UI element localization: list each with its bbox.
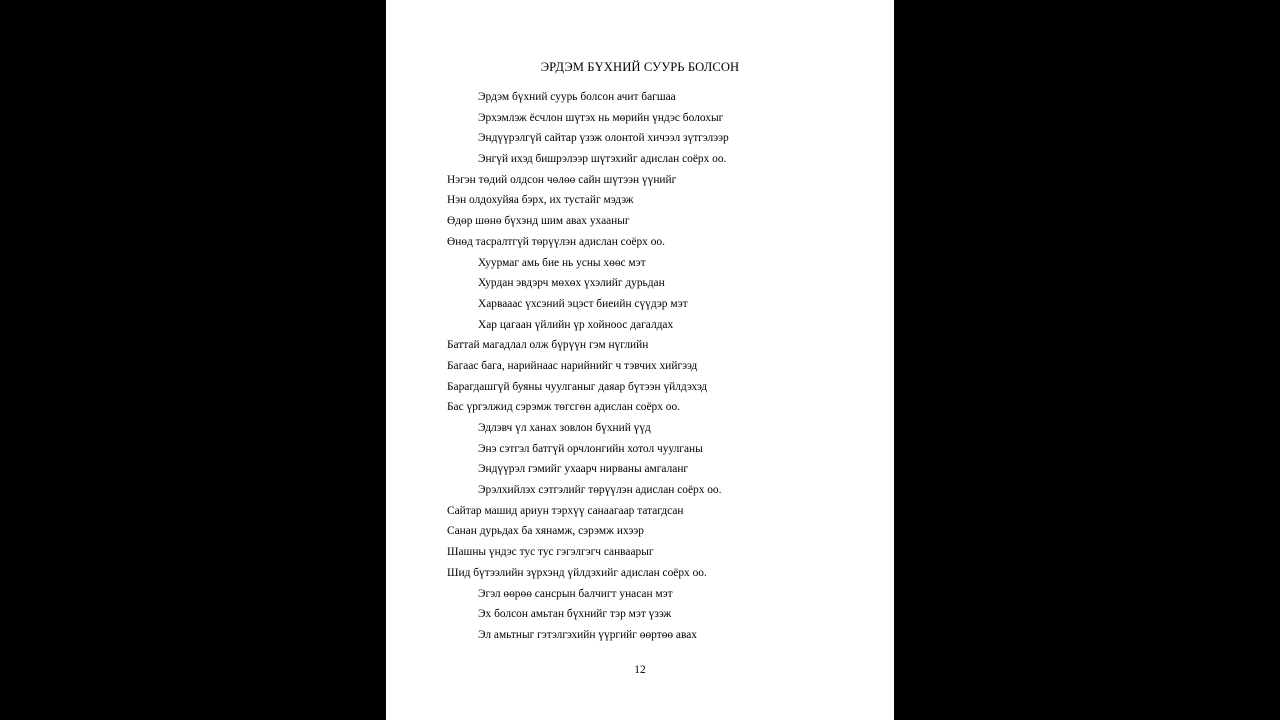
page-number: 12 <box>634 664 646 676</box>
poem-line: Өнөд тасралтгүй төрүүлэн адислан соёрх оо. <box>447 235 665 248</box>
poem-line: Энэ сэтгэл батгүй орчлонгийн хотол чуулганы <box>478 442 703 455</box>
poem-line: Сайтар машид ариун тэрхүү санаагаар татагдсан <box>447 504 684 517</box>
poem-line: Барагдашгүй буяны чуулганыг даяар бүтээн үйлдэхэд <box>447 380 708 393</box>
poem-line: Баттай магадлал олж бүрүүн гэм нүглийн <box>447 339 649 352</box>
poem-line: Өдөр шөнө бүхэнд шим авах ухааныг <box>447 215 630 228</box>
poem-line: Харвааас үхсэний эцэст биеийн сүүдэр мэт <box>478 297 688 310</box>
poem-line: Нэгэн төдий олдсон чөлөө сайн шүтээн үүнийг <box>447 173 677 186</box>
poem-line: Эрэлхийлэх сэтгэлийг төрүүлэн адислан соёрх оо. <box>478 484 722 497</box>
poem-line: Эл амьтныг гэтэлгэхийн үүргийг өөртөө авах <box>478 628 697 641</box>
document-page <box>386 0 894 720</box>
poem-line: Хуурмаг амь бие нь усны хөөс мэт <box>478 256 646 269</box>
poem-line: Эндүүрэлгүй сайтар үзэж олонтой хичээл зүтгэлээр <box>478 132 729 145</box>
poem-line: Багаас бага, нарийнаас нарийнийг ч тэвчих хийгээд <box>447 359 698 372</box>
page-title: ЭРДЭМ БҮХНИЙ СУУРЬ БОЛСОН <box>540 60 740 74</box>
poem-line: Энгүй ихэд бишрэлээр шүтэхийг адислан соёрх оо. <box>478 153 727 166</box>
poem-line: Эх болсон амьтан бүхнийг тэр мэт үзэж <box>478 608 672 621</box>
poem-line: Эгэл өөрөө сансрын балчигт унасан мэт <box>478 587 673 600</box>
poem-line: Бас үргэлжид сэрэмж төгсгөн адислан соёрх оо. <box>447 401 680 414</box>
poem-line: Хурдан эвдэрч мөхөх үхэлийг дурьдан <box>478 277 665 290</box>
poem-line: Эдлэвч үл ханах зовлон бүхний үүд <box>478 422 651 434</box>
poem-line: Шид бүтээлийн зүрхэнд үйлдэхийг адислан соёрх оо. <box>447 566 707 579</box>
poem-line: Эндүүрэл гэмийг ухаарч нирваны амгаланг <box>478 463 689 476</box>
poem-line: Эрхэмлэж ёсчлон шүтэх нь мөрийн үндэс болохыг <box>478 111 724 124</box>
poem-line: Санан дурьдах ба хянамж, сэрэмж ихээр <box>447 525 644 538</box>
poem-line: Нэн олдохуйяа бэрх, их тустайг мэдэж <box>447 194 634 207</box>
poem-lines <box>386 87 894 646</box>
poem-line: Шашны үндэс тус тус гэгэлгэгч санваарыг <box>447 546 654 559</box>
poem-line: Хар цагаан үйлийн үр хойноос дагалдах <box>478 318 674 331</box>
poem-line: Эрдэм бүхний суурь болсон ачит багшаа <box>478 91 676 103</box>
